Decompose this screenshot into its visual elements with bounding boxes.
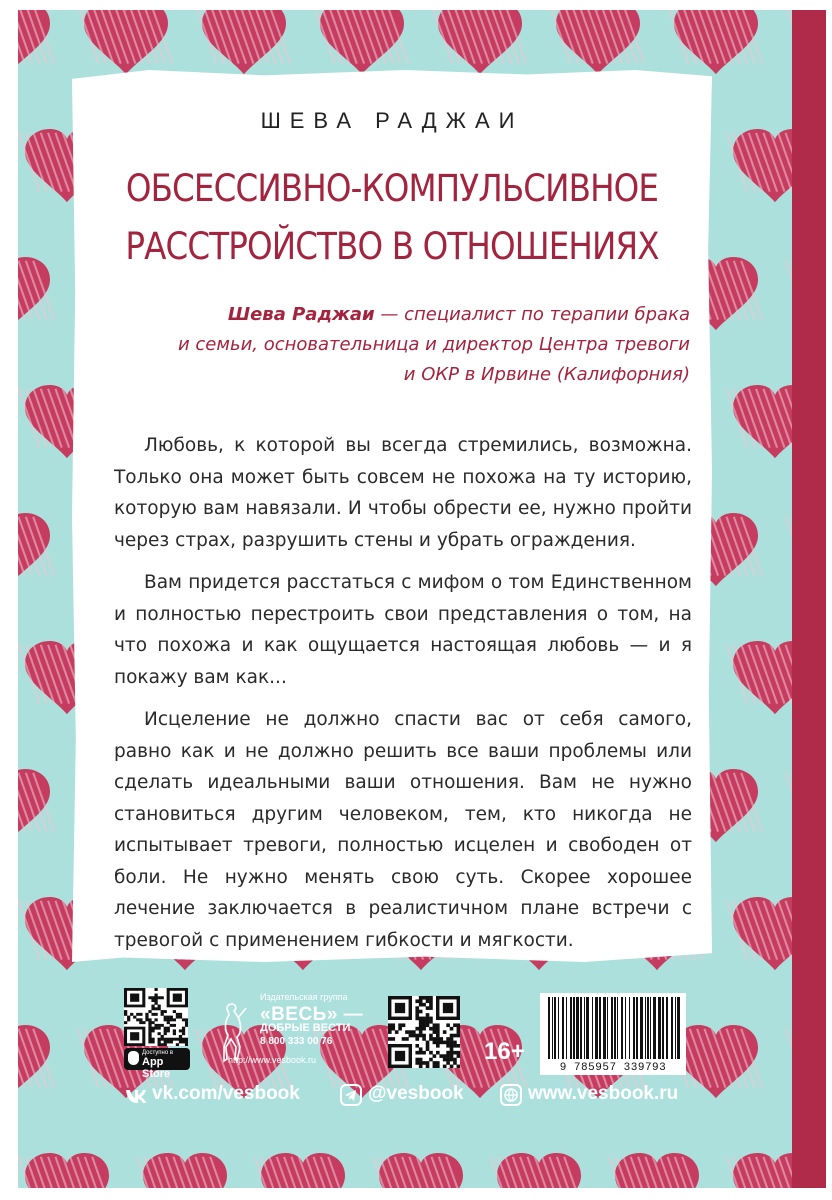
title-line-2: РАССТРОЙСТВО В ОТНОШЕНИЯХ — [125, 225, 659, 268]
bio-line-1: — специалист по терапии брака — [374, 304, 690, 325]
heart-shape — [727, 641, 792, 714]
heart-shape — [18, 769, 54, 842]
bio-line-2: и семьи, основательница и директор Центра тревоги — [177, 334, 690, 355]
author-name: ШЕВА РАДЖАИ — [260, 108, 524, 133]
book-title — [110, 160, 673, 276]
author-bio — [110, 300, 690, 390]
blurb-paragraph-2: Вам придется расстаться с мифом о том Единственном и полностью перестроить свои представления о том, на что похожа и как ощущается настоящая любовь — и я покажу вам как... — [114, 572, 692, 688]
book-spine — [792, 10, 826, 1188]
heart-shape — [550, 10, 645, 74]
heart-shape — [727, 129, 792, 202]
publisher-phone: 8 800 333 00 76 — [260, 1036, 333, 1047]
publisher-group-label: Издательская группа — [260, 992, 348, 1002]
blurb-paragraph-3: Исцеление не должно спасти вас от себя самого, равно как и не должно решить все ваши проблемы или сделать идеальными ваши отношения. Вам не нужно становиться другим человеком, тем, кто никогда не испытывает тревоги, полностью исцелен и свободен от боли. Не нужно менять свою суть. Скорее хорошее лечение заключается в реалистичном плане встречи с тревогой с применением гибкости и мягкости. — [114, 709, 692, 951]
publisher-subtitle: ДОБРЫЕ ВЕСТИ — [260, 1022, 351, 1034]
heart-shape — [491, 1153, 586, 1188]
heart-shape — [609, 1153, 704, 1188]
social-web[interactable] — [500, 1082, 690, 1108]
title-line-1: ОБСЕССИВНО-КОМПУЛЬСИВНОЕ — [125, 167, 659, 210]
heart-shape — [18, 257, 54, 330]
vk-link[interactable]: vk.com/vesbook — [152, 1083, 300, 1104]
heart-shape — [727, 1153, 792, 1188]
heart-shape — [196, 10, 291, 74]
age-rating: 16+ — [484, 1038, 525, 1065]
vk-icon — [124, 1084, 146, 1106]
heart-shape — [19, 1153, 113, 1188]
social-vk[interactable] — [124, 1082, 324, 1108]
bio-author-name: Шева Раджаи — [227, 304, 375, 325]
publisher-name: «ВЕСЬ» — — [260, 1004, 364, 1025]
website-link[interactable]: www.vesbook.ru — [528, 1083, 679, 1104]
heart-shape — [727, 897, 792, 970]
heart-shape — [18, 513, 54, 586]
barcode-bars — [540, 993, 686, 1061]
app-store-label: App Store — [142, 1056, 171, 1080]
telegram-icon — [340, 1084, 362, 1106]
heart-shape — [432, 10, 527, 74]
isbn-barcode — [540, 993, 686, 1075]
blurb — [114, 430, 692, 967]
globe-icon — [500, 1084, 522, 1106]
heart-shape — [18, 1025, 54, 1098]
publisher-url[interactable]: http://www.vesbook.ru — [228, 1055, 317, 1065]
bio-line-3: и ОКР в Ирвине (Калифорния) — [403, 364, 690, 385]
heart-shape — [668, 10, 763, 74]
heart-shape — [727, 385, 792, 458]
publisher-logo — [218, 992, 368, 1072]
heart-shape — [18, 10, 54, 74]
isbn-digits: 9 785957 339793 — [559, 1062, 667, 1074]
heart-shape — [314, 10, 409, 74]
qr-code-app[interactable] — [124, 988, 188, 1046]
app-store-badge[interactable] — [124, 1048, 190, 1080]
heart-shape — [373, 1153, 468, 1188]
qr-code-site[interactable] — [388, 996, 460, 1068]
apple-icon — [128, 1051, 139, 1065]
heart-shape — [255, 1153, 350, 1188]
telegram-link[interactable]: @vesbook — [368, 1083, 464, 1104]
heart-shape — [137, 1153, 231, 1188]
blurb-paragraph-1: Любовь, к которой вы всегда стремились, возможна. Только она может быть совсем не похожа на ту историю, которую вам навязали. И чтобы обрести ее, нужно пройти через страх, разрушить стены и убрать ограждения. — [114, 435, 692, 551]
heart-shape — [78, 10, 173, 74]
social-telegram[interactable] — [340, 1082, 480, 1108]
app-store-small-label: Доступно в — [142, 1050, 174, 1056]
